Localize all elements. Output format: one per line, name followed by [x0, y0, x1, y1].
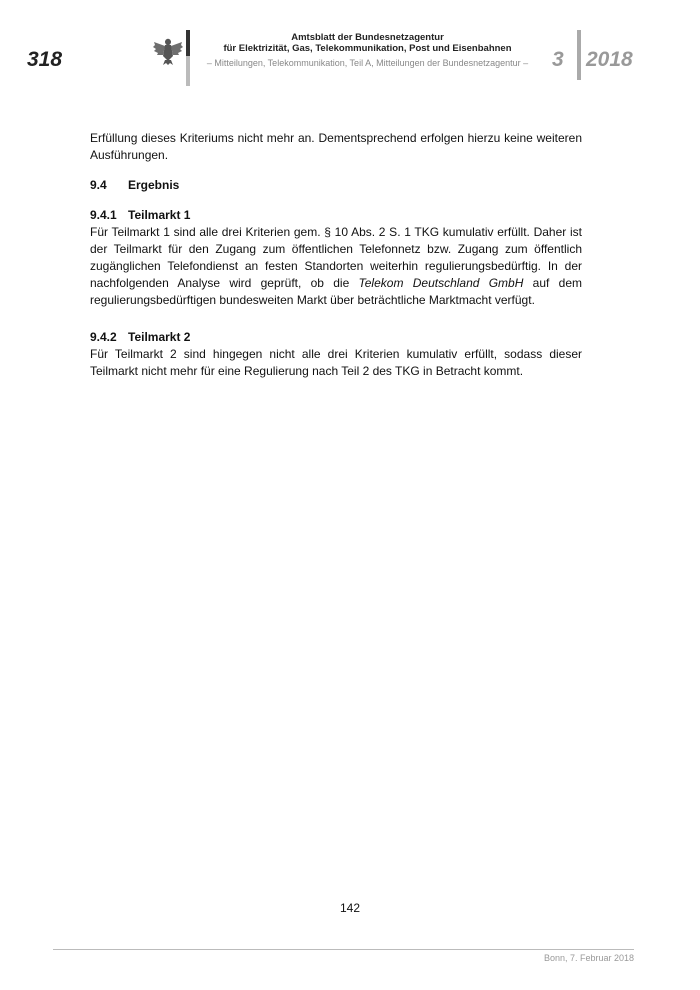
gazette-title: Amtsblatt der Bundesnetzagentur [291, 32, 444, 43]
section-title: Ergebnis [128, 178, 180, 192]
issue-divider [577, 30, 581, 80]
section-heading-9-4-2 [90, 329, 582, 346]
footer-date: Bonn, 7. Februar 2018 [543, 953, 634, 963]
paragraph-text: Für Teilmarkt 1 sind alle drei Kriterien gem. § 10 Abs. 2 S. 1 TKG kumulativ erfüllt. Daher ist der Teilmarkt für den Zugang zum öffentlichen Telefonnetz bzw. Zugang zum öffentlich zugänglichen Telefondienst an festen Standorten weiterhin regulierungsbedürftig. In der nachfolgenden Analyse wird geprüft, ob die [90, 225, 582, 290]
page-content [90, 130, 582, 380]
federal-eagle-icon [152, 34, 184, 66]
section-number: 9.4.1 [90, 208, 117, 222]
section-number: 9.4.2 [90, 330, 117, 344]
section-9-4-2-paragraph: Für Teilmarkt 2 sind hingegen nicht alle drei Kriterien kumulativ erfüllt, sodass dieser Teilmarkt nicht mehr für eine Regulierung nach Teil 2 des TKG in Betracht kommt. [90, 347, 582, 378]
section-number: 9.4 [90, 178, 107, 192]
section-title: Teilmarkt 2 [128, 330, 191, 344]
gazette-title-sub: für Elektrizität, Gas, Telekommunikation, Post und Eisenbahnen [223, 43, 512, 54]
section-heading-9-4 [90, 177, 582, 194]
issue-year: 2018 [586, 48, 633, 71]
footer-divider [53, 949, 634, 950]
section-heading-9-4-1 [90, 207, 582, 224]
section-subtitle: – Mitteilungen, Telekommunikation, Teil A, Mitteilungen der Bundesnetzagentur – [206, 58, 529, 68]
issue-number: 3 [552, 48, 564, 71]
page-number: 318 [27, 48, 63, 71]
company-name: Telekom Deutschland GmbH [358, 276, 524, 290]
document-page-number: 142 [339, 901, 361, 915]
section-9-4-1-paragraph [90, 224, 582, 309]
paragraph-text: auf dem regulierungsbedürftigen bundesweiten Markt über beträchtliche Marktmacht verfügt. [90, 276, 582, 307]
section-title: Teilmarkt 1 [128, 208, 191, 222]
intro-paragraph: Erfüllung dieses Kriteriums nicht mehr an. Dementsprechend erfolgen hierzu keine weiteren Ausführungen. [90, 131, 582, 162]
